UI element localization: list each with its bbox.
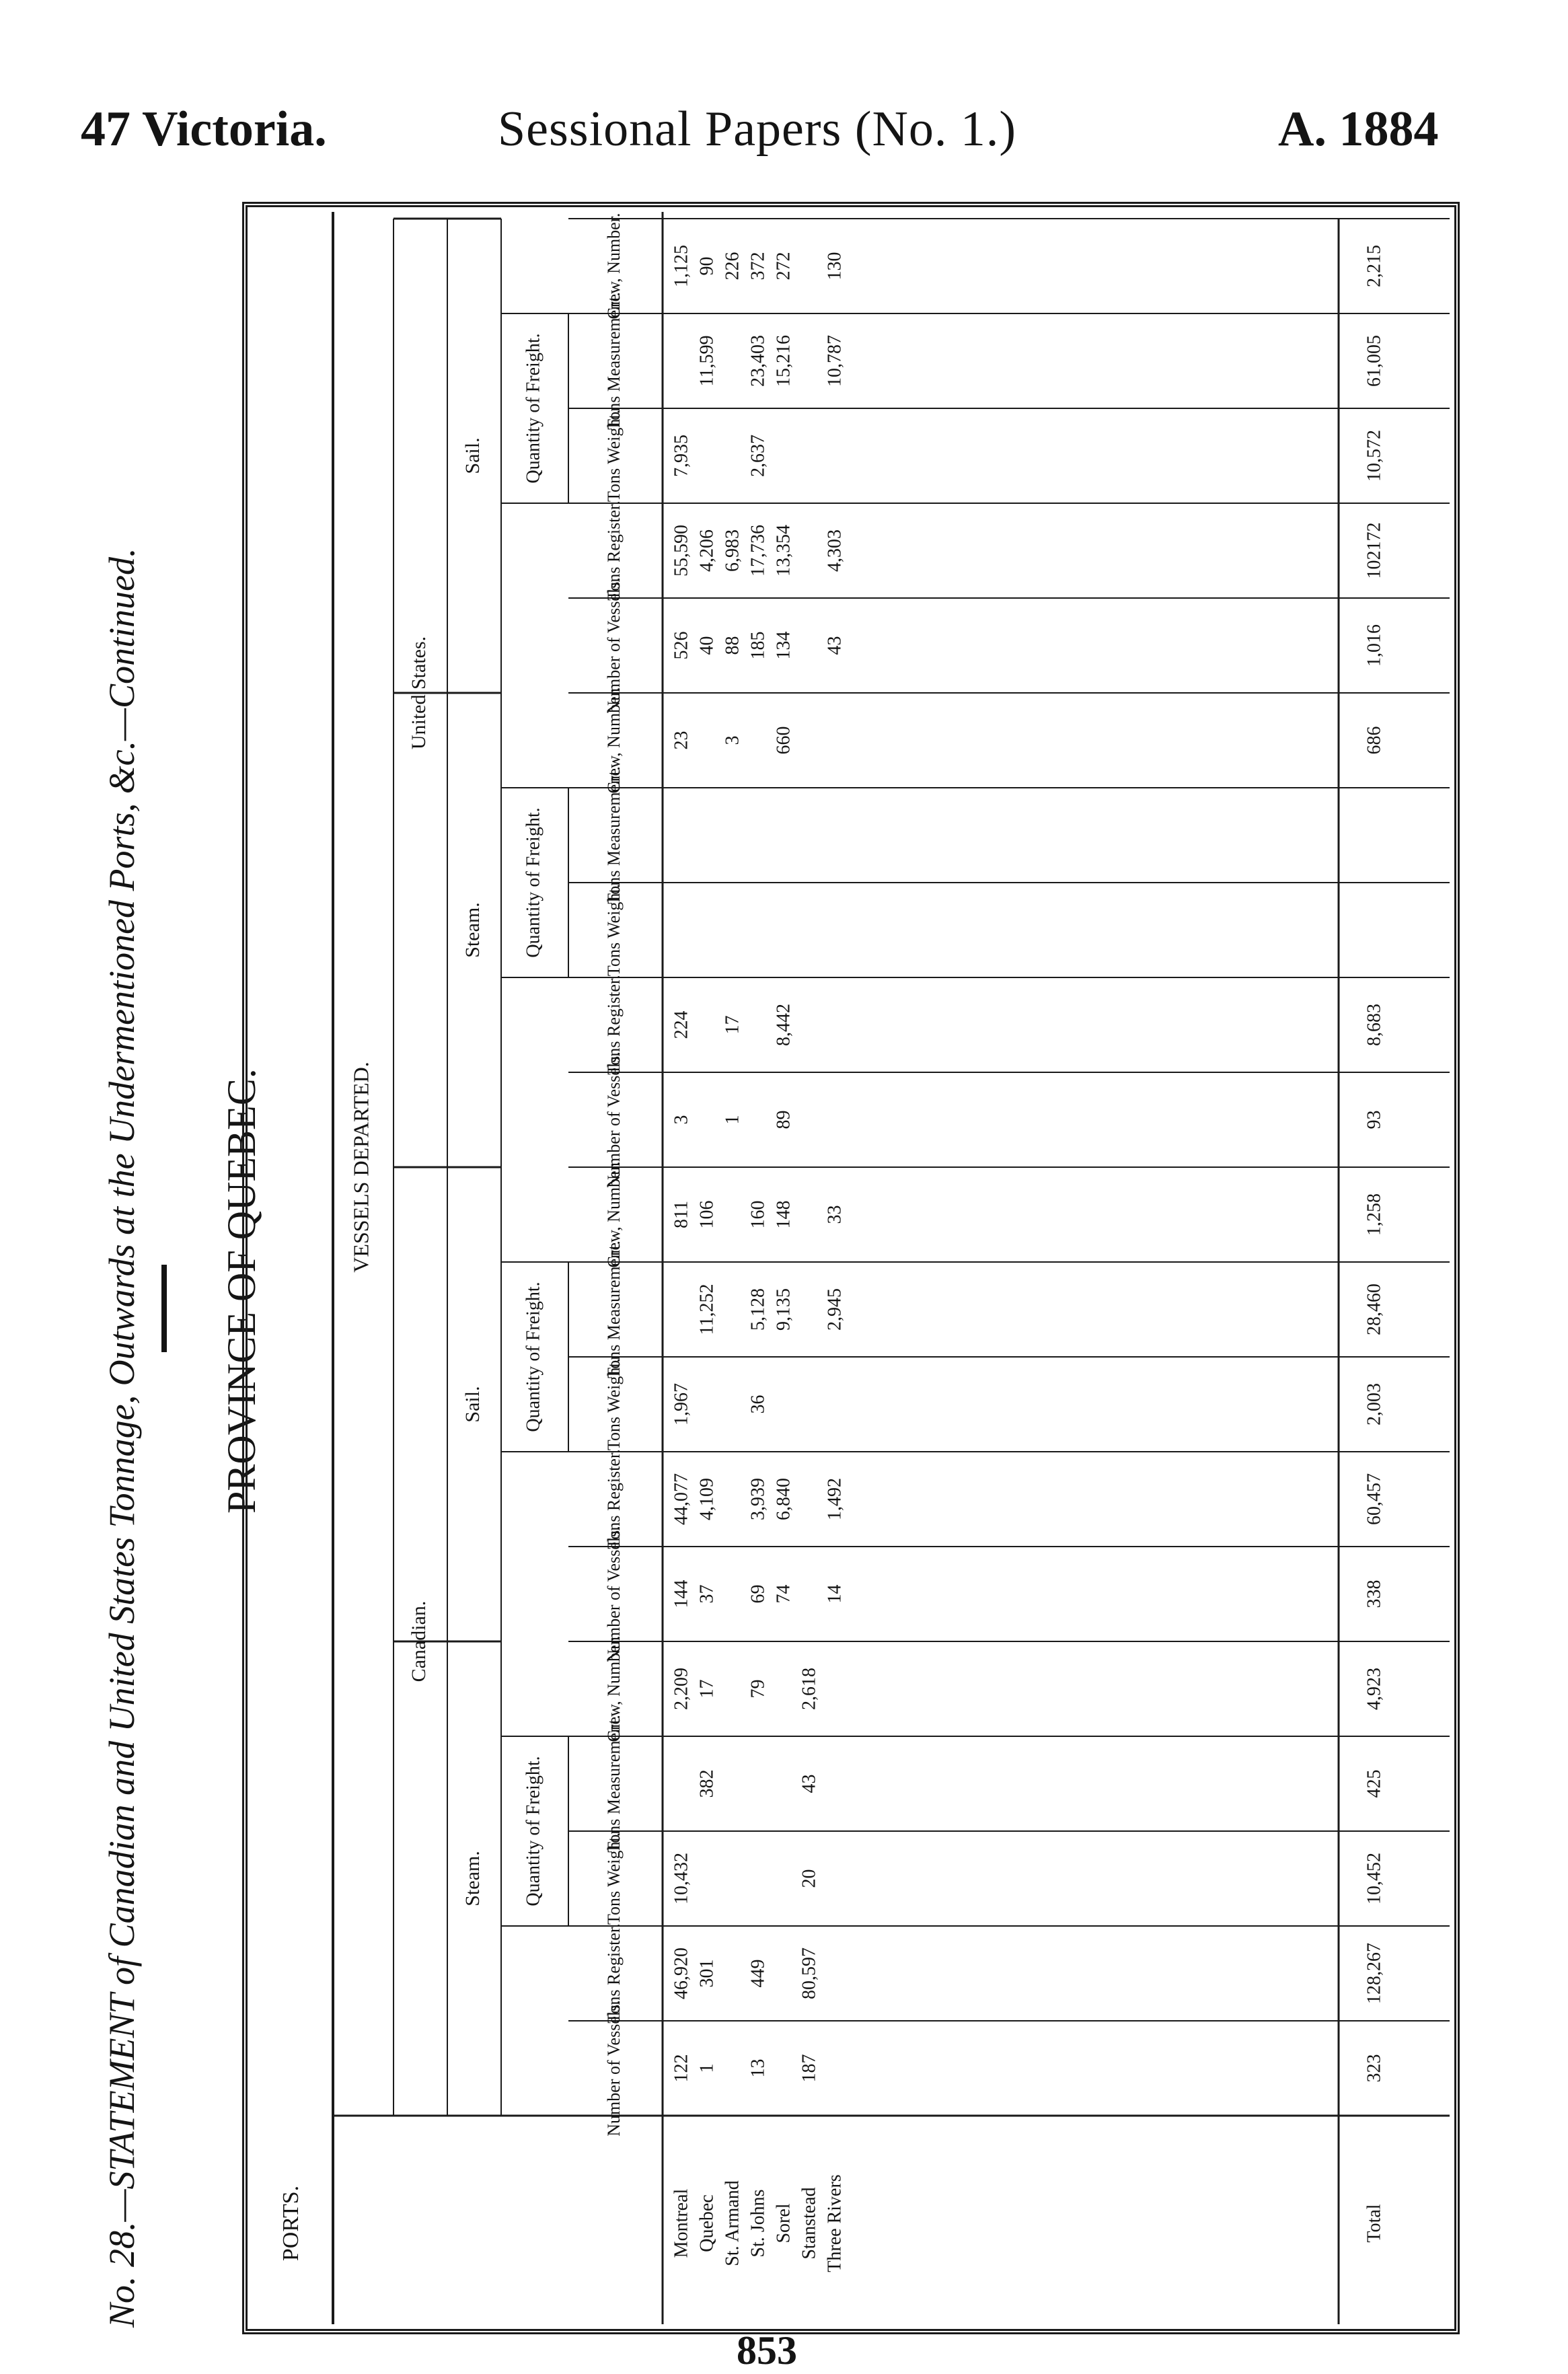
data-cell: 2,209: [671, 1668, 692, 1710]
data-cell: 13,354: [773, 525, 794, 577]
data-cell: 144: [671, 1580, 692, 1608]
data-cell: 382: [696, 1769, 718, 1798]
data-cell: 148: [773, 1200, 794, 1229]
data-cell: 17: [722, 1015, 743, 1035]
data-cell: 20: [798, 1869, 820, 1888]
data-cell: 40: [696, 636, 718, 655]
data-cell: 660: [773, 726, 794, 755]
total-cell: 10,572: [1364, 430, 1385, 482]
column-header: Tons Weight.: [603, 1832, 624, 1925]
ports-header: PORTS.: [278, 2185, 303, 2262]
data-cell: 2,618: [798, 1668, 820, 1710]
data-cell: 272: [773, 252, 794, 281]
total-label: Total: [1364, 2204, 1385, 2243]
column-header: Tons Register.: [603, 1923, 624, 2024]
data-cell: 37: [696, 1584, 718, 1604]
data-cell: 6,840: [773, 1478, 794, 1520]
total-cell: 61,005: [1364, 335, 1385, 387]
data-cell: 5,128: [747, 1288, 769, 1331]
column-header: Crew, Number.: [603, 687, 624, 794]
data-cell: 74: [773, 1584, 794, 1604]
data-cell: 160: [747, 1200, 769, 1229]
data-cell: 44,077: [671, 1473, 692, 1525]
data-cell: 89: [773, 1110, 794, 1129]
canadian-header: Canadian.: [407, 1600, 430, 1682]
data-cell: 88: [722, 636, 743, 655]
data-cell: 69: [747, 1584, 769, 1604]
data-cell: 3: [722, 735, 743, 745]
data-cell: 79: [747, 1679, 769, 1699]
data-cell: 43: [798, 1774, 820, 1793]
data-cell: 55,590: [671, 525, 692, 577]
total-cell: 1,258: [1364, 1193, 1385, 1236]
data-cell: 134: [773, 631, 794, 660]
data-cell: 7,935: [671, 435, 692, 477]
column-header: Tons Register.: [603, 975, 624, 1075]
port-name: Sorel: [773, 2203, 794, 2243]
tonnage-table-svg: [252, 212, 1450, 2324]
data-cell: 11,252: [696, 1284, 718, 1335]
data-cell: 372: [747, 252, 769, 281]
port-name: Three Rivers: [824, 2174, 846, 2272]
statement-title: No. 28.—STATEMENT of Canadian and United States Tonnage, Outwards at the Undermentioned Ports, &c.—Continued.: [102, 548, 142, 2328]
data-cell: 106: [696, 1200, 718, 1229]
column-header: Crew, Number.: [603, 1161, 624, 1268]
column-header: Tons Measurement.: [603, 766, 624, 904]
total-cell: 128,267: [1364, 1943, 1385, 2004]
freight-header: Quantity of Freight.: [523, 333, 544, 484]
province-title: PROVINCE OF QUEBEC.: [219, 1068, 264, 1514]
steam-header: Steam.: [461, 902, 484, 958]
freight-header: Quantity of Freight.: [523, 1756, 544, 1906]
column-header: Tons Weight.: [603, 1358, 624, 1451]
total-cell: 2,003: [1364, 1383, 1385, 1425]
data-cell: 17: [696, 1679, 718, 1699]
column-header: Tons Register.: [603, 500, 624, 601]
data-cell: 1: [696, 2063, 718, 2073]
data-cell: 4,206: [696, 529, 718, 572]
column-header: Number of Vessels.: [603, 1051, 624, 1188]
data-cell: 224: [671, 1010, 692, 1039]
data-cell: 10,432: [671, 1853, 692, 1904]
data-cell: 1,125: [671, 245, 692, 287]
data-cell: 15,216: [773, 335, 794, 387]
vessels-departed-header: VESSELS DEPARTED.: [348, 1062, 373, 1273]
data-cell: 449: [747, 1959, 769, 1988]
data-cell: 13: [747, 2058, 769, 2078]
data-cell: 23,403: [747, 335, 769, 387]
column-header: Tons Measurement.: [603, 1240, 624, 1378]
page-header: [81, 101, 1439, 182]
sail-header: Sail.: [461, 1386, 484, 1423]
data-cell: 226: [722, 252, 743, 281]
data-cell: 2,637: [747, 435, 769, 477]
header-year: A. 1884: [1278, 102, 1439, 157]
data-cell: 1: [722, 1115, 743, 1125]
data-cell: 526: [671, 631, 692, 660]
data-cell: 3,939: [747, 1478, 769, 1520]
data-cell: 185: [747, 631, 769, 660]
data-cell: 23: [671, 731, 692, 750]
data-cell: 11,599: [696, 335, 718, 387]
header-session: 47 Victoria.: [81, 102, 327, 157]
column-header: Number of Vessels.: [603, 1526, 624, 1662]
total-cell: 1,016: [1364, 624, 1385, 667]
steam-header: Steam.: [461, 1851, 484, 1906]
column-header: Tons Measurement.: [603, 1715, 624, 1853]
data-cell: 2,945: [824, 1288, 846, 1331]
total-cell: 93: [1364, 1110, 1385, 1129]
data-cell: 301: [696, 1959, 718, 1988]
port-name: St. Johns: [747, 2189, 769, 2258]
data-cell: 90: [696, 256, 718, 276]
total-cell: 425: [1364, 1769, 1385, 1798]
total-cell: 338: [1364, 1580, 1385, 1608]
column-header: Tons Weight.: [603, 883, 624, 977]
total-cell: 102172: [1364, 522, 1385, 579]
total-cell: 28,460: [1364, 1284, 1385, 1335]
column-header: Tons Register.: [603, 1449, 624, 1549]
header-papers: Sessional Papers (No. 1.): [498, 102, 1017, 157]
data-cell: 811: [671, 1201, 692, 1228]
data-cell: 4,303: [824, 529, 846, 572]
total-cell: 60,457: [1364, 1473, 1385, 1525]
total-cell: 8,683: [1364, 1004, 1385, 1046]
total-cell: 2,215: [1364, 245, 1385, 287]
data-cell: 6,983: [722, 529, 743, 572]
data-cell: 187: [798, 2054, 820, 2083]
data-cell: 3: [671, 1115, 692, 1125]
data-cell: 1,492: [824, 1478, 846, 1520]
port-name: Stanstead: [798, 2187, 820, 2260]
port-name: Montreal: [671, 2188, 692, 2258]
tonnage-table: [252, 212, 1450, 2324]
data-cell: 80,597: [798, 1948, 820, 1999]
port-name: Quebec: [696, 2194, 718, 2252]
column-header: Tons Weight.: [603, 409, 624, 503]
data-cell: 130: [824, 252, 846, 281]
freight-header: Quantity of Freight.: [523, 807, 544, 958]
data-cell: 17,736: [747, 525, 769, 577]
column-header: Number of Vessels.: [603, 577, 624, 714]
sail-header: Sail.: [461, 437, 484, 474]
data-cell: 4,109: [696, 1478, 718, 1520]
title-rule: [161, 1265, 167, 1352]
data-cell: 1,967: [671, 1383, 692, 1425]
data-cell: 14: [824, 1584, 846, 1604]
united-states-header: United States.: [407, 636, 430, 750]
data-cell: 122: [671, 2054, 692, 2083]
data-cell: 33: [824, 1205, 846, 1224]
column-header: Crew, Number.: [603, 1635, 624, 1742]
total-cell: 4,923: [1364, 1668, 1385, 1710]
data-cell: 10,787: [824, 335, 846, 387]
total-cell: 323: [1364, 2054, 1385, 2083]
data-cell: 46,920: [671, 1948, 692, 1999]
column-header: Crew, Number.: [603, 213, 624, 320]
page-number: 853: [737, 2328, 797, 2373]
total-cell: 10,452: [1364, 1853, 1385, 1904]
port-name: St. Armand: [722, 2180, 743, 2266]
freight-header: Quantity of Freight.: [523, 1282, 544, 1432]
data-cell: 9,135: [773, 1288, 794, 1331]
column-header: Tons Measurement.: [603, 292, 624, 430]
data-cell: 36: [747, 1395, 769, 1414]
column-header: Number of Vessels.: [603, 2000, 624, 2137]
data-cell: 8,442: [773, 1004, 794, 1046]
total-cell: 686: [1364, 726, 1385, 755]
data-cell: 43: [824, 636, 846, 655]
